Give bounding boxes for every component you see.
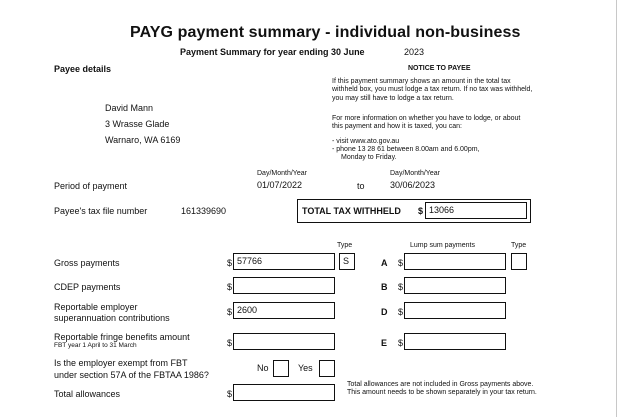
lump-sum-d-letter: D bbox=[381, 307, 388, 317]
total-allowances-label: Total allowances bbox=[54, 389, 121, 399]
type-column-header: Type bbox=[337, 242, 353, 249]
lump-sum-b-currency: $ bbox=[398, 282, 404, 292]
period-start: 01/07/2022 bbox=[257, 180, 303, 190]
payee-name: David Mann bbox=[105, 103, 154, 113]
fbt-exempt-no-label: No bbox=[257, 363, 269, 373]
tfn-value: 161339690 bbox=[181, 206, 227, 216]
period-end: 30/06/2023 bbox=[390, 180, 436, 190]
gross-payments-label: Gross payments bbox=[54, 258, 120, 268]
super-label-line-1: Reportable employer bbox=[54, 302, 138, 312]
lump-sum-a-currency: $ bbox=[398, 258, 404, 268]
lump-sum-b-field[interactable] bbox=[404, 277, 506, 294]
lump-sum-d-field[interactable] bbox=[404, 302, 506, 319]
lump-sum-a-field[interactable] bbox=[404, 253, 506, 270]
lump-sum-a-letter: A bbox=[381, 258, 388, 268]
notice-paragraph-1: If this payment summary shows an amount in the total tax withheld box, you must lodge a tax return. If no tax was withheld, you may still have to lodge a tax return. bbox=[332, 78, 533, 102]
lump-sum-e-currency: $ bbox=[398, 338, 404, 348]
lump-sum-b-letter: B bbox=[381, 282, 388, 292]
total-tax-currency: $ bbox=[418, 206, 424, 216]
fbt-exempt-yes-label: Yes bbox=[298, 363, 313, 373]
cdep-payments-field[interactable] bbox=[233, 277, 335, 294]
period-to-label: to bbox=[357, 181, 365, 191]
form-year: 2023 bbox=[404, 47, 425, 57]
end-date-format-label: Day/Month/Year bbox=[390, 170, 440, 177]
cdep-currency: $ bbox=[227, 282, 233, 292]
fbt-exempt-no-checkbox[interactable] bbox=[273, 360, 289, 377]
fringe-benefits-field[interactable] bbox=[233, 333, 335, 350]
fbt-label-line-1: Reportable fringe benefits amount bbox=[54, 332, 190, 342]
period-label: Period of payment bbox=[54, 181, 128, 191]
form-title: PAYG payment summary - individual non-business bbox=[130, 24, 521, 41]
lump-sum-e-letter: E bbox=[381, 338, 388, 348]
fbt-exempt-label-line-2: under section 57A of the FBTAA 1986? bbox=[54, 370, 209, 380]
fbt-exempt-yes-checkbox[interactable] bbox=[319, 360, 335, 377]
fbt-label-line-2: FBT year 1 April to 31 March bbox=[54, 342, 137, 349]
payee-street: 3 Wrasse Glade bbox=[105, 119, 170, 129]
lump-sum-d-currency: $ bbox=[398, 307, 404, 317]
payee-details-label: Payee details bbox=[54, 64, 112, 74]
payee-suburb: Warnaro, WA 6169 bbox=[105, 135, 181, 145]
super-label-line-2: superannuation contributions bbox=[54, 313, 170, 323]
notice-paragraph-2: For more information on whether you have to lodge, or about this payment and how it is taxed, you can: bbox=[332, 115, 521, 131]
gross-currency: $ bbox=[227, 258, 233, 268]
tfn-label: Payee's tax file number bbox=[54, 206, 148, 216]
fbt-exempt-label-line-1: Is the employer exempt from FBT bbox=[54, 358, 188, 368]
gross-payments-field[interactable]: 57766 bbox=[233, 253, 335, 270]
allowances-note: Total allowances are not included in Gross payments above. This amount needs to be shown separately in your tax return. bbox=[347, 381, 537, 397]
notice-bullet-phone: - phone 13 28 61 between 8.00am and 6.00pm, bbox=[332, 146, 480, 153]
notice-bullet-hours: Monday to Friday. bbox=[341, 154, 397, 161]
total-tax-withheld-label: TOTAL TAX WITHHELD bbox=[302, 206, 401, 216]
lump-sum-column-header: Lump sum payments bbox=[410, 242, 475, 249]
form-subtitle: Payment Summary for year ending 30 June bbox=[180, 47, 365, 57]
lump-sum-e-field[interactable] bbox=[404, 333, 506, 350]
start-date-format-label: Day/Month/Year bbox=[257, 170, 307, 177]
notice-heading: NOTICE TO PAYEE bbox=[408, 65, 471, 72]
total-tax-withheld-field[interactable]: 13066 bbox=[425, 202, 527, 219]
lump-sum-a-type-field[interactable] bbox=[511, 253, 527, 270]
notice-bullet-web: - visit www.ato.gov.au bbox=[332, 138, 400, 145]
allowances-currency: $ bbox=[227, 389, 233, 399]
fbt-currency: $ bbox=[227, 338, 233, 348]
super-contributions-field[interactable]: 2600 bbox=[233, 302, 335, 319]
cdep-payments-label: CDEP payments bbox=[54, 282, 121, 292]
super-currency: $ bbox=[227, 307, 233, 317]
lump-sum-type-column-header: Type bbox=[511, 242, 527, 249]
gross-type-field[interactable]: S bbox=[339, 253, 355, 270]
total-allowances-field[interactable] bbox=[233, 384, 335, 401]
